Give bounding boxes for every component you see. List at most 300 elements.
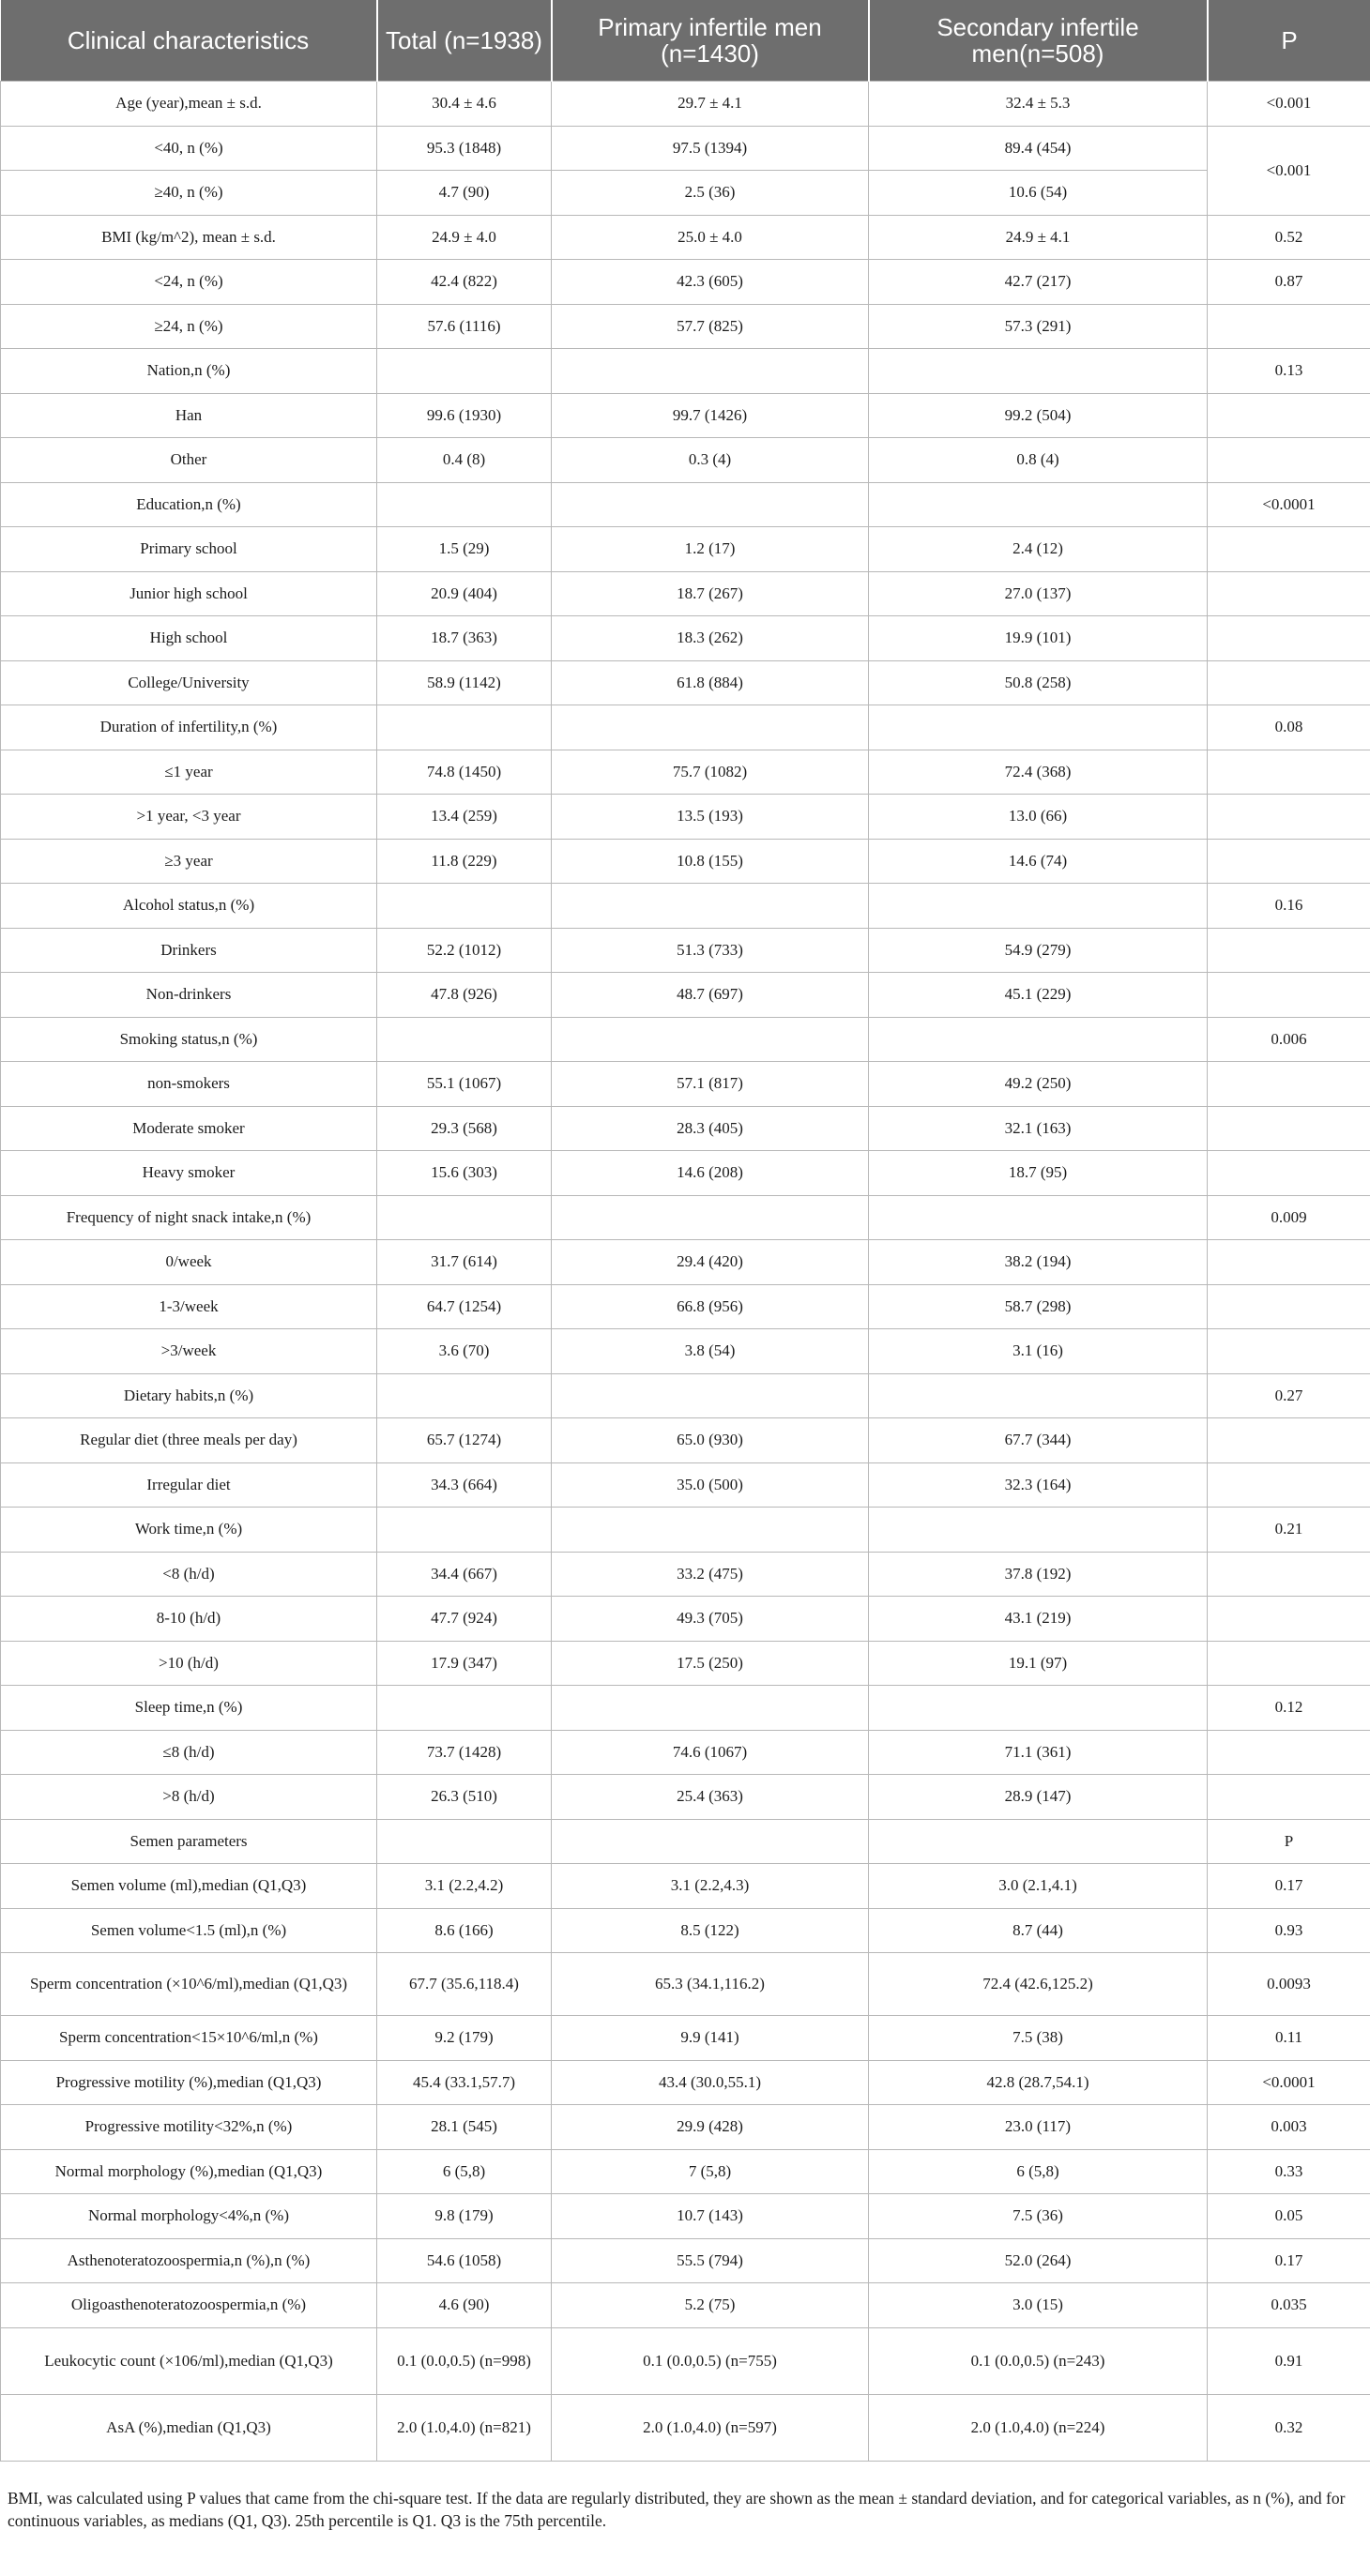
header-primary-infertile: Primary infertile men (n=1430) <box>552 0 869 82</box>
cell-p-value <box>1208 795 1370 840</box>
cell-p-value <box>1208 571 1370 616</box>
cell-secondary: 54.9 (279) <box>869 928 1208 973</box>
cell-secondary: 38.2 (194) <box>869 1240 1208 1285</box>
cell-primary: 3.8 (54) <box>552 1329 869 1374</box>
cell-total <box>377 1195 552 1240</box>
table-row <box>1 2149 1370 2194</box>
cell-secondary: 8.7 (44) <box>869 1908 1208 1953</box>
cell-secondary: 67.7 (344) <box>869 1418 1208 1463</box>
cell-p-value: 0.12 <box>1208 1686 1370 1731</box>
table-row <box>1 1819 1370 1864</box>
cell-total: 54.6 (1058) <box>377 2238 552 2283</box>
cell-primary <box>552 349 869 394</box>
row-label: Sperm concentration<15×10^6/ml,n (%) <box>1 2016 377 2061</box>
row-label: Drinkers <box>1 928 377 973</box>
cell-primary: 75.7 (1082) <box>552 750 869 795</box>
cell-secondary: 49.2 (250) <box>869 1062 1208 1107</box>
table-row <box>1 1508 1370 1553</box>
cell-secondary: 6 (5,8) <box>869 2149 1208 2194</box>
row-label: ≤1 year <box>1 750 377 795</box>
table-row <box>1 393 1370 438</box>
cell-primary: 10.7 (143) <box>552 2194 869 2239</box>
table-row <box>1 304 1370 349</box>
cell-total <box>377 1508 552 1553</box>
cell-total: 4.7 (90) <box>377 171 552 216</box>
row-label: >1 year, <3 year <box>1 795 377 840</box>
cell-primary <box>552 482 869 527</box>
cell-total: 1.5 (29) <box>377 527 552 572</box>
cell-p-value <box>1208 1597 1370 1642</box>
cell-total <box>377 1373 552 1418</box>
cell-primary: 5.2 (75) <box>552 2283 869 2328</box>
cell-secondary <box>869 482 1208 527</box>
cell-total: 47.7 (924) <box>377 1597 552 1642</box>
cell-p-value: 0.32 <box>1208 2394 1370 2461</box>
cell-total <box>377 1017 552 1062</box>
row-label: Irregular diet <box>1 1462 377 1508</box>
cell-primary <box>552 705 869 750</box>
cell-total: 3.6 (70) <box>377 1329 552 1374</box>
cell-secondary: 18.7 (95) <box>869 1151 1208 1196</box>
cell-total: 2.0 (1.0,4.0) (n=821) <box>377 2394 552 2461</box>
row-label: Asthenoteratozoospermia,n (%),n (%) <box>1 2238 377 2283</box>
cell-total <box>377 1819 552 1864</box>
table-row <box>1 1686 1370 1731</box>
cell-primary <box>552 884 869 929</box>
table-row <box>1 750 1370 795</box>
cell-primary: 10.8 (155) <box>552 839 869 884</box>
table-row <box>1 215 1370 260</box>
cell-p-value: 0.33 <box>1208 2149 1370 2194</box>
cell-p-value: 0.17 <box>1208 1864 1370 1909</box>
cell-p-value <box>1208 973 1370 1018</box>
row-label: 8-10 (h/d) <box>1 1597 377 1642</box>
cell-total: 52.2 (1012) <box>377 928 552 973</box>
cell-total: 0.4 (8) <box>377 438 552 483</box>
cell-secondary: 71.1 (361) <box>869 1730 1208 1775</box>
cell-primary <box>552 1686 869 1731</box>
table-row <box>1 1329 1370 1374</box>
row-label: Normal morphology<4%,n (%) <box>1 2194 377 2239</box>
cell-secondary: 32.1 (163) <box>869 1106 1208 1151</box>
row-label: Heavy smoker <box>1 1151 377 1196</box>
cell-primary <box>552 1195 869 1240</box>
cell-p-value: 0.13 <box>1208 349 1370 394</box>
table-row <box>1 1240 1370 1285</box>
table-row <box>1 1953 1370 2016</box>
cell-p-value <box>1208 928 1370 973</box>
cell-p-value: 0.27 <box>1208 1373 1370 1418</box>
row-label: Work time,n (%) <box>1 1508 377 1553</box>
cell-total: 57.6 (1116) <box>377 304 552 349</box>
row-label: BMI (kg/m^2), mean ± s.d. <box>1 215 377 260</box>
cell-total: 73.7 (1428) <box>377 1730 552 1775</box>
cell-primary: 25.0 ± 4.0 <box>552 215 869 260</box>
row-label: Non-drinkers <box>1 973 377 1018</box>
cell-p-value: 0.05 <box>1208 2194 1370 2239</box>
cell-p-value: 0.87 <box>1208 260 1370 305</box>
cell-secondary: 43.1 (219) <box>869 1597 1208 1642</box>
cell-primary: 1.2 (17) <box>552 527 869 572</box>
header-total: Total (n=1938) <box>377 0 552 82</box>
cell-secondary: 19.1 (97) <box>869 1641 1208 1686</box>
cell-secondary <box>869 1686 1208 1731</box>
cell-p-value: P <box>1208 1819 1370 1864</box>
table-row <box>1 1284 1370 1329</box>
cell-secondary: 7.5 (38) <box>869 2016 1208 2061</box>
cell-secondary: 19.9 (101) <box>869 616 1208 661</box>
cell-primary <box>552 1508 869 1553</box>
table-row <box>1 1641 1370 1686</box>
cell-primary: 0.1 (0.0,0.5) (n=755) <box>552 2327 869 2394</box>
cell-p-value: <0.001 <box>1208 126 1370 215</box>
cell-total: 58.9 (1142) <box>377 660 552 705</box>
cell-secondary: 28.9 (147) <box>869 1775 1208 1820</box>
cell-primary: 57.1 (817) <box>552 1062 869 1107</box>
cell-secondary: 3.1 (16) <box>869 1329 1208 1374</box>
cell-total: 34.3 (664) <box>377 1462 552 1508</box>
row-label: Junior high school <box>1 571 377 616</box>
cell-primary: 51.3 (733) <box>552 928 869 973</box>
cell-primary: 29.7 ± 4.1 <box>552 82 869 127</box>
cell-primary <box>552 1819 869 1864</box>
table-row <box>1 1373 1370 1418</box>
cell-total: 9.2 (179) <box>377 2016 552 2061</box>
table-body <box>1 82 1370 2462</box>
cell-p-value: 0.93 <box>1208 1908 1370 1953</box>
row-label: 0/week <box>1 1240 377 1285</box>
cell-primary: 2.0 (1.0,4.0) (n=597) <box>552 2394 869 2461</box>
cell-primary: 8.5 (122) <box>552 1908 869 1953</box>
row-label: Normal morphology (%),median (Q1,Q3) <box>1 2149 377 2194</box>
cell-p-value: <0.0001 <box>1208 2060 1370 2105</box>
cell-secondary <box>869 1195 1208 1240</box>
table-row <box>1 705 1370 750</box>
cell-primary: 28.3 (405) <box>552 1106 869 1151</box>
cell-secondary: 52.0 (264) <box>869 2238 1208 2283</box>
row-label: <24, n (%) <box>1 260 377 305</box>
cell-secondary: 2.4 (12) <box>869 527 1208 572</box>
cell-total: 6 (5,8) <box>377 2149 552 2194</box>
cell-primary: 42.3 (605) <box>552 260 869 305</box>
cell-p-value: 0.11 <box>1208 2016 1370 2061</box>
cell-total: 47.8 (926) <box>377 973 552 1018</box>
cell-total: 0.1 (0.0,0.5) (n=998) <box>377 2327 552 2394</box>
row-label: non-smokers <box>1 1062 377 1107</box>
cell-p-value <box>1208 839 1370 884</box>
cell-total: 65.7 (1274) <box>377 1418 552 1463</box>
cell-p-value: 0.52 <box>1208 215 1370 260</box>
cell-secondary: 7.5 (36) <box>869 2194 1208 2239</box>
cell-primary: 18.7 (267) <box>552 571 869 616</box>
row-label: >8 (h/d) <box>1 1775 377 1820</box>
cell-p-value <box>1208 1552 1370 1597</box>
cell-primary: 33.2 (475) <box>552 1552 869 1597</box>
cell-total: 29.3 (568) <box>377 1106 552 1151</box>
cell-secondary: 58.7 (298) <box>869 1284 1208 1329</box>
cell-secondary: 10.6 (54) <box>869 171 1208 216</box>
cell-p-value: 0.006 <box>1208 1017 1370 1062</box>
cell-secondary: 37.8 (192) <box>869 1552 1208 1597</box>
table-row <box>1 1730 1370 1775</box>
row-label: Sleep time,n (%) <box>1 1686 377 1731</box>
cell-total: 95.3 (1848) <box>377 126 552 171</box>
row-label: Primary school <box>1 527 377 572</box>
table-row <box>1 1775 1370 1820</box>
row-label: Semen volume (ml),median (Q1,Q3) <box>1 1864 377 1909</box>
cell-primary: 9.9 (141) <box>552 2016 869 2061</box>
cell-total <box>377 884 552 929</box>
cell-secondary: 0.1 (0.0,0.5) (n=243) <box>869 2327 1208 2394</box>
table-row <box>1 660 1370 705</box>
table-row <box>1 839 1370 884</box>
cell-total: 4.6 (90) <box>377 2283 552 2328</box>
table-row <box>1 571 1370 616</box>
table-row <box>1 126 1370 171</box>
cell-secondary: 57.3 (291) <box>869 304 1208 349</box>
cell-total: 20.9 (404) <box>377 571 552 616</box>
table-row <box>1 973 1370 1018</box>
cell-primary: 61.8 (884) <box>552 660 869 705</box>
cell-primary: 3.1 (2.2,4.3) <box>552 1864 869 1909</box>
table-row <box>1 2194 1370 2239</box>
row-label: Duration of infertility,n (%) <box>1 705 377 750</box>
cell-secondary: 42.8 (28.7,54.1) <box>869 2060 1208 2105</box>
table-row <box>1 171 1370 216</box>
row-label: Semen parameters <box>1 1819 377 1864</box>
cell-total: 13.4 (259) <box>377 795 552 840</box>
cell-primary: 97.5 (1394) <box>552 126 869 171</box>
table-row <box>1 884 1370 929</box>
table-row <box>1 1552 1370 1597</box>
row-label: 1-3/week <box>1 1284 377 1329</box>
cell-total <box>377 705 552 750</box>
cell-p-value <box>1208 527 1370 572</box>
cell-primary: 66.8 (956) <box>552 1284 869 1329</box>
table-row <box>1 616 1370 661</box>
table-row <box>1 1597 1370 1642</box>
cell-p-value: 0.08 <box>1208 705 1370 750</box>
cell-primary: 7 (5,8) <box>552 2149 869 2194</box>
table-row <box>1 1462 1370 1508</box>
cell-p-value: 0.0093 <box>1208 1953 1370 2016</box>
cell-secondary: 99.2 (504) <box>869 393 1208 438</box>
cell-total: 28.1 (545) <box>377 2105 552 2150</box>
row-label: Progressive motility (%),median (Q1,Q3) <box>1 2060 377 2105</box>
cell-primary: 43.4 (30.0,55.1) <box>552 2060 869 2105</box>
cell-secondary: 72.4 (368) <box>869 750 1208 795</box>
cell-p-value: <0.0001 <box>1208 482 1370 527</box>
cell-p-value <box>1208 304 1370 349</box>
cell-total: 34.4 (667) <box>377 1552 552 1597</box>
table-row <box>1 1062 1370 1107</box>
cell-secondary: 50.8 (258) <box>869 660 1208 705</box>
cell-secondary <box>869 1373 1208 1418</box>
cell-total: 17.9 (347) <box>377 1641 552 1686</box>
cell-p-value <box>1208 1329 1370 1374</box>
row-label: Sperm concentration (×10^6/ml),median (Q1,Q3) <box>1 1953 377 2016</box>
cell-p-value <box>1208 1151 1370 1196</box>
cell-secondary: 14.6 (74) <box>869 839 1208 884</box>
row-label: Oligoasthenoteratozoospermia,n (%) <box>1 2283 377 2328</box>
row-label: Progressive motility<32%,n (%) <box>1 2105 377 2150</box>
cell-secondary <box>869 1508 1208 1553</box>
row-label: <40, n (%) <box>1 126 377 171</box>
cell-p-value <box>1208 1462 1370 1508</box>
table-row <box>1 482 1370 527</box>
row-label: High school <box>1 616 377 661</box>
row-label: Education,n (%) <box>1 482 377 527</box>
cell-secondary <box>869 1819 1208 1864</box>
cell-secondary: 45.1 (229) <box>869 973 1208 1018</box>
cell-secondary: 72.4 (42.6,125.2) <box>869 1953 1208 2016</box>
cell-p-value: 0.17 <box>1208 2238 1370 2283</box>
row-label: ≥24, n (%) <box>1 304 377 349</box>
cell-p-value: 0.91 <box>1208 2327 1370 2394</box>
table-row <box>1 1106 1370 1151</box>
header-secondary-infertile: Secondary infertile men(n=508) <box>869 0 1208 82</box>
row-label: <8 (h/d) <box>1 1552 377 1597</box>
cell-p-value: 0.009 <box>1208 1195 1370 1240</box>
cell-secondary: 2.0 (1.0,4.0) (n=224) <box>869 2394 1208 2461</box>
cell-primary: 65.0 (930) <box>552 1418 869 1463</box>
cell-primary: 17.5 (250) <box>552 1641 869 1686</box>
cell-total: 8.6 (166) <box>377 1908 552 1953</box>
cell-primary: 55.5 (794) <box>552 2238 869 2283</box>
cell-primary: 29.4 (420) <box>552 1240 869 1285</box>
table-row <box>1 438 1370 483</box>
cell-p-value <box>1208 1775 1370 1820</box>
cell-total: 74.8 (1450) <box>377 750 552 795</box>
cell-primary: 74.6 (1067) <box>552 1730 869 1775</box>
cell-secondary: 42.7 (217) <box>869 260 1208 305</box>
cell-total: 99.6 (1930) <box>377 393 552 438</box>
row-label: Semen volume<1.5 (ml),n (%) <box>1 1908 377 1953</box>
cell-total: 15.6 (303) <box>377 1151 552 1196</box>
cell-secondary <box>869 884 1208 929</box>
row-label: ≤8 (h/d) <box>1 1730 377 1775</box>
header-clinical-characteristics: Clinical characteristics <box>1 0 377 82</box>
row-label: Dietary habits,n (%) <box>1 1373 377 1418</box>
cell-total <box>377 349 552 394</box>
row-label: Frequency of night snack intake,n (%) <box>1 1195 377 1240</box>
row-label: ≥40, n (%) <box>1 171 377 216</box>
cell-p-value <box>1208 616 1370 661</box>
cell-p-value <box>1208 438 1370 483</box>
cell-total: 31.7 (614) <box>377 1240 552 1285</box>
cell-p-value <box>1208 1730 1370 1775</box>
table-footnote: BMI, was calculated using P values that came from the chi-square test. If the data are regularly distributed, they are shown as the mean ± standard deviation, and for categorical variables, as n (%), and for continuous variables, as medians (Q1, Q3). 25th percentile is Q1. Q3 is the 75th percentile. <box>8 2489 1346 2530</box>
cell-primary: 13.5 (193) <box>552 795 869 840</box>
cell-secondary: 32.4 ± 5.3 <box>869 82 1208 127</box>
cell-primary: 18.3 (262) <box>552 616 869 661</box>
table-row <box>1 2283 1370 2328</box>
cell-primary: 14.6 (208) <box>552 1151 869 1196</box>
row-label: >3/week <box>1 1329 377 1374</box>
cell-primary: 25.4 (363) <box>552 1775 869 1820</box>
cell-total: 45.4 (33.1,57.7) <box>377 2060 552 2105</box>
row-label: College/University <box>1 660 377 705</box>
row-label: Nation,n (%) <box>1 349 377 394</box>
table-row <box>1 349 1370 394</box>
cell-primary: 35.0 (500) <box>552 1462 869 1508</box>
cell-total: 55.1 (1067) <box>377 1062 552 1107</box>
row-label: ≥3 year <box>1 839 377 884</box>
cell-secondary: 13.0 (66) <box>869 795 1208 840</box>
cell-primary: 48.7 (697) <box>552 973 869 1018</box>
cell-primary: 57.7 (825) <box>552 304 869 349</box>
table-row <box>1 527 1370 572</box>
cell-total: 30.4 ± 4.6 <box>377 82 552 127</box>
header-p-value: P <box>1208 0 1370 82</box>
table-row <box>1 1418 1370 1463</box>
row-label: Alcohol status,n (%) <box>1 884 377 929</box>
cell-p-value: 0.035 <box>1208 2283 1370 2328</box>
row-label: Age (year),mean ± s.d. <box>1 82 377 127</box>
cell-primary: 2.5 (36) <box>552 171 869 216</box>
cell-secondary: 89.4 (454) <box>869 126 1208 171</box>
table-row <box>1 2327 1370 2394</box>
cell-p-value <box>1208 660 1370 705</box>
row-label: Moderate smoker <box>1 1106 377 1151</box>
cell-primary: 49.3 (705) <box>552 1597 869 1642</box>
cell-p-value <box>1208 750 1370 795</box>
cell-total <box>377 1686 552 1731</box>
table-row <box>1 2238 1370 2283</box>
cell-primary: 99.7 (1426) <box>552 393 869 438</box>
cell-p-value <box>1208 1284 1370 1329</box>
row-label: Han <box>1 393 377 438</box>
cell-p-value: 0.16 <box>1208 884 1370 929</box>
cell-secondary: 32.3 (164) <box>869 1462 1208 1508</box>
cell-primary: 29.9 (428) <box>552 2105 869 2150</box>
cell-total: 24.9 ± 4.0 <box>377 215 552 260</box>
cell-primary: 0.3 (4) <box>552 438 869 483</box>
cell-p-value <box>1208 1062 1370 1107</box>
cell-secondary: 24.9 ± 4.1 <box>869 215 1208 260</box>
cell-secondary: 23.0 (117) <box>869 2105 1208 2150</box>
cell-p-value: 0.003 <box>1208 2105 1370 2150</box>
cell-total: 18.7 (363) <box>377 616 552 661</box>
table-row <box>1 1017 1370 1062</box>
row-label: Leukocytic count (×106/ml),median (Q1,Q3) <box>1 2327 377 2394</box>
cell-secondary <box>869 349 1208 394</box>
cell-total: 26.3 (510) <box>377 1775 552 1820</box>
cell-p-value <box>1208 1418 1370 1463</box>
cell-p-value: <0.001 <box>1208 82 1370 127</box>
row-label: Other <box>1 438 377 483</box>
table-row <box>1 795 1370 840</box>
table-row <box>1 2394 1370 2461</box>
cell-total: 11.8 (229) <box>377 839 552 884</box>
table-row <box>1 2105 1370 2150</box>
row-label: Regular diet (three meals per day) <box>1 1418 377 1463</box>
cell-total: 9.8 (179) <box>377 2194 552 2239</box>
table-row <box>1 2016 1370 2061</box>
table-row <box>1 82 1370 127</box>
row-label: Smoking status,n (%) <box>1 1017 377 1062</box>
cell-p-value <box>1208 1240 1370 1285</box>
row-label: >10 (h/d) <box>1 1641 377 1686</box>
cell-total: 3.1 (2.2,4.2) <box>377 1864 552 1909</box>
table-row <box>1 1151 1370 1196</box>
table-header-row <box>1 0 1370 82</box>
cell-total: 64.7 (1254) <box>377 1284 552 1329</box>
cell-secondary: 0.8 (4) <box>869 438 1208 483</box>
cell-secondary <box>869 1017 1208 1062</box>
cell-secondary <box>869 705 1208 750</box>
cell-secondary: 3.0 (15) <box>869 2283 1208 2328</box>
